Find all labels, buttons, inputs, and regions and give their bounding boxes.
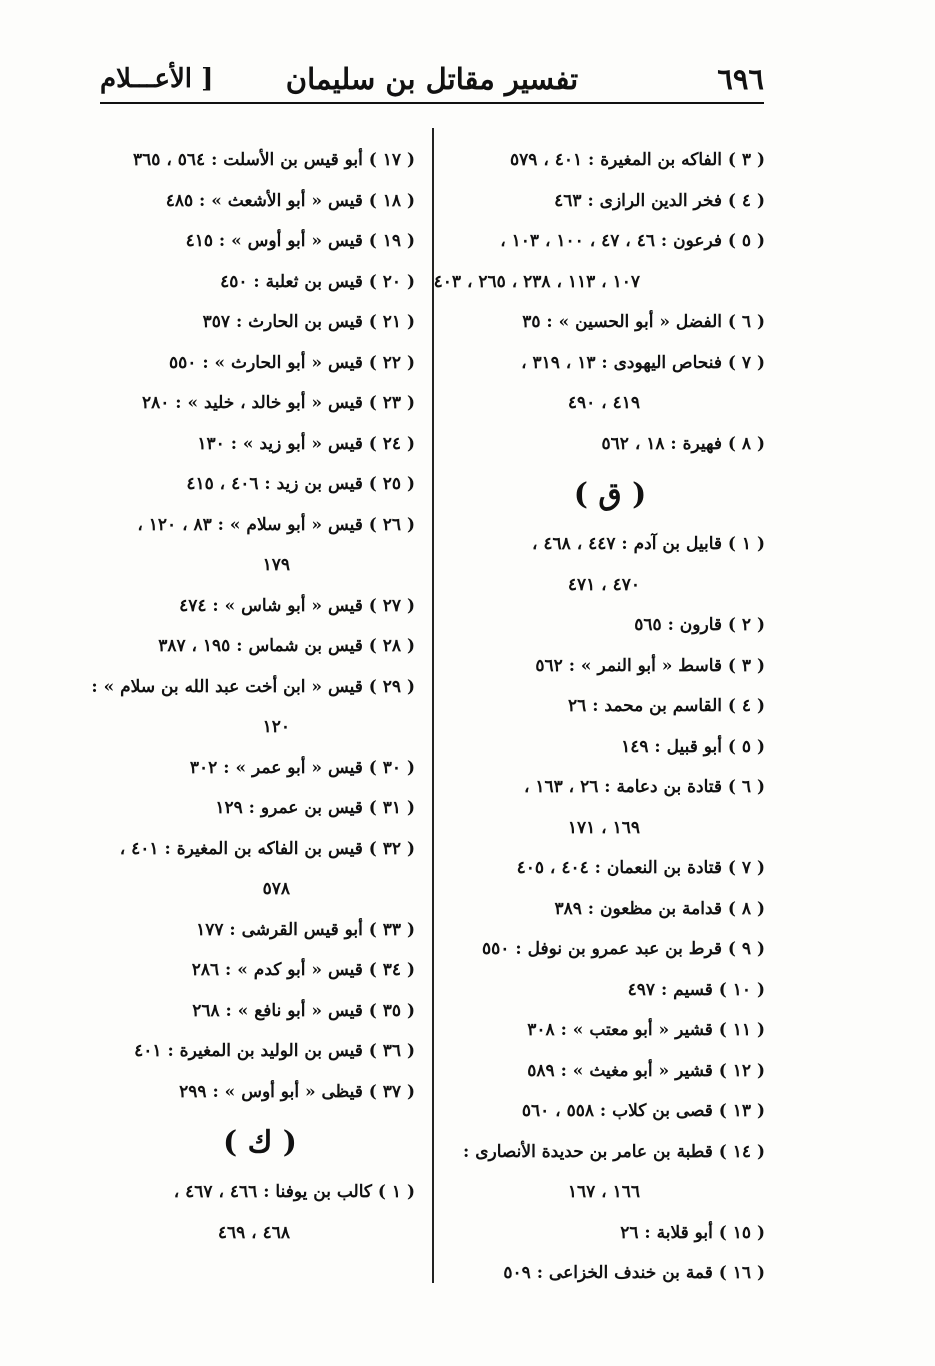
book-title: تفسير مقاتل بن سليمان bbox=[285, 62, 579, 96]
index-entry: ( ٣٥ ) قيس « أبو نافع » : ٢٦٨ bbox=[192, 1000, 415, 1021]
index-entry: ( ٢٢ ) قيس « أبو الحارث » : ٥٥٠ bbox=[169, 352, 415, 373]
index-entry: ( ٢٤ ) قيس « أبو زيد » : ١٣٠ bbox=[197, 433, 415, 454]
index-entry: ( ٥ ) أبو قبيل : ١٤٩ bbox=[621, 736, 765, 757]
index-entry-continuation: ٤٧٠ ، ٤٧١ bbox=[567, 574, 640, 595]
index-entry: ( ٢٧ ) قيس « أبو شاس » : ٤٧٤ bbox=[179, 595, 415, 616]
index-entry: ( ١٣ ) قصى بن كلاب : ٥٥٨ ، ٥٦٠ bbox=[521, 1101, 765, 1121]
index-entry: ( ٣٦ ) قيس بن الوليد بن المغيرة : ٤٠١ bbox=[134, 1041, 415, 1061]
index-entry: ( ١١ ) قشير « أبو معتب » : ٣٠٨ bbox=[527, 1020, 765, 1040]
index-entry: ( ٣٤ ) قيس « أبو كدم » : ٢٨٦ bbox=[191, 960, 415, 980]
index-entry: ( ٢٩ ) قيس « ابن أخت عبد الله بن سلام » : bbox=[91, 676, 415, 697]
column-divider bbox=[432, 128, 434, 1283]
index-entry: ( ٣٢ ) قيس بن الفاكه بن المغيرة : ٤٠١ ، bbox=[119, 838, 415, 859]
page-header bbox=[100, 58, 764, 102]
index-entry: ( ٩ ) قرط بن عبد عمرو بن نوفل : ٥٥٠ bbox=[482, 939, 765, 959]
index-entry: ( ١ ) كالب بن يوفنا : ٤٦٦ ، ٤٦٧ ، bbox=[173, 1182, 415, 1202]
index-entry-continuation: ١٢٠ bbox=[262, 717, 290, 737]
index-entry: ( ١٢ ) قشير « أبو مغيث » : ٥٨٩ bbox=[527, 1060, 765, 1081]
index-entry: ( ٣٧ ) قيظى « أبو أوس » : ٢٩٩ bbox=[179, 1081, 415, 1102]
index-entry: ( ٢ ) قارون : ٥٦٥ bbox=[634, 615, 765, 635]
index-entry-continuation: ١٦٦ ، ١٦٧ bbox=[567, 1182, 640, 1202]
index-entry: ( ٣٠ ) قيس « أبو عمر » : ٣٠٢ bbox=[189, 757, 415, 778]
index-entry: ( ٤ ) القاسم بن محمد : ٢٦ bbox=[568, 696, 765, 716]
index-entry: ( ٢٠ ) قيس بن ثعلبة : ٤٥٠ bbox=[220, 271, 415, 292]
index-entry: ( ١٦ ) قمة بن خندف الخزاعى : ٥٠٩ bbox=[503, 1263, 765, 1283]
index-entry: ( ٦ ) الفضل « أبو الحسين » : ٣٥ bbox=[522, 312, 765, 332]
page-number: ٦٩٦ bbox=[717, 62, 764, 96]
index-entry: ( ٨ ) فهيرة : ١٨ ، ٥٦٢ bbox=[601, 433, 765, 454]
index-entry: ( ١٠ ) قسيم : ٤٩٧ bbox=[627, 979, 765, 1000]
index-entry-continuation: ٤٦٨ ، ٤٦٩ bbox=[217, 1222, 290, 1243]
index-entry: ( ٧ ) فنحاص اليهودى : ١٣ ، ٣١٩ ، bbox=[521, 352, 765, 373]
index-entry: ( ٢٣ ) قيس « أبو خالد ، خليد » : ٢٨٠ bbox=[141, 393, 415, 413]
section-title: [ الأعـــلام bbox=[100, 64, 214, 94]
index-entry: ( ١٧ ) أبو قيس بن الأسلت : ٥٦٤ ، ٣٦٥ bbox=[133, 150, 415, 170]
index-entry-continuation: ١٦٩ ، ١٧١ bbox=[567, 817, 640, 838]
index-entry-continuation: ١٧٩ bbox=[262, 555, 290, 575]
index-entry-continuation: ١٠٧ ، ١١٣ ، ٢٣٨ ، ٢٦٥ ، ٤٠٣ bbox=[433, 271, 640, 292]
index-entry: ( ٥ ) فرعون : ٤٦ ، ٤٧ ، ١٠٠ ، ١٠٣ ، bbox=[500, 231, 765, 251]
index-entry: ( ٢١ ) قيس بن الحارث : ٣٥٧ bbox=[202, 312, 415, 332]
index-entry-continuation: ٤١٩ ، ٤٩٠ bbox=[567, 393, 640, 413]
index-entry: ( ١ ) قابيل بن آدم : ٤٤٧ ، ٤٦٨ ، bbox=[531, 534, 765, 554]
index-entry: ( ١٤ ) قطبة بن عامر بن حديدة الأنصارى : bbox=[463, 1141, 765, 1162]
index-entry: ( ٢٨ ) قيس بن شماس : ١٩٥ ، ٣٨٧ bbox=[158, 636, 415, 656]
index-entry: ( ٧ ) قتادة بن النعمان : ٤٠٤ ، ٤٠٥ bbox=[516, 858, 765, 878]
index-entry: ( ٣٣ ) أبو قيس القرشى : ١٧٧ bbox=[196, 919, 415, 940]
index-entry: ( ٨ ) قدامة بن مظعون : ٣٨٩ bbox=[554, 898, 765, 919]
index-entry: ( ٢٦ ) قيس « أبو سلام » : ٨٣ ، ١٢٠ ، bbox=[137, 514, 415, 535]
header-rule bbox=[100, 102, 764, 104]
section-letter-heading: ( ك ) bbox=[222, 1125, 297, 1160]
index-entry: ( ٣١ ) قيس بن عمرو : ١٢٩ bbox=[215, 798, 415, 818]
index-entry: ( ١٥ ) أبو قلابة : ٢٦ bbox=[620, 1222, 765, 1243]
index-entry: ( ٢٥ ) قيس بن زيد : ٤٠٦ ، ٤١٥ bbox=[186, 474, 415, 494]
index-entry: ( ٦ ) قتادة بن دعامة : ٢٦ ، ١٦٣ ، bbox=[523, 777, 765, 797]
section-letter-heading: ( ق ) bbox=[573, 477, 647, 512]
index-entry: ( ٣ ) قاسط « أبو النمر » : ٥٦٢ bbox=[535, 655, 765, 676]
right-column bbox=[433, 140, 765, 1294]
index-entry: ( ١٨ ) قيس « أبو الأشعث » : ٤٨٥ bbox=[165, 190, 415, 211]
index-entry: ( ٣ ) الفاكه بن المغيرة : ٤٠١ ، ٥٧٩ bbox=[510, 150, 765, 170]
index-entry: ( ٤ ) فخر الدين الرازى : ٤٦٣ bbox=[554, 190, 765, 211]
index-entry-continuation: ٥٧٨ bbox=[262, 879, 290, 899]
index-entry: ( ١٩ ) قيس « أبو أوس » : ٤١٥ bbox=[185, 231, 415, 251]
left-column bbox=[91, 140, 415, 1253]
